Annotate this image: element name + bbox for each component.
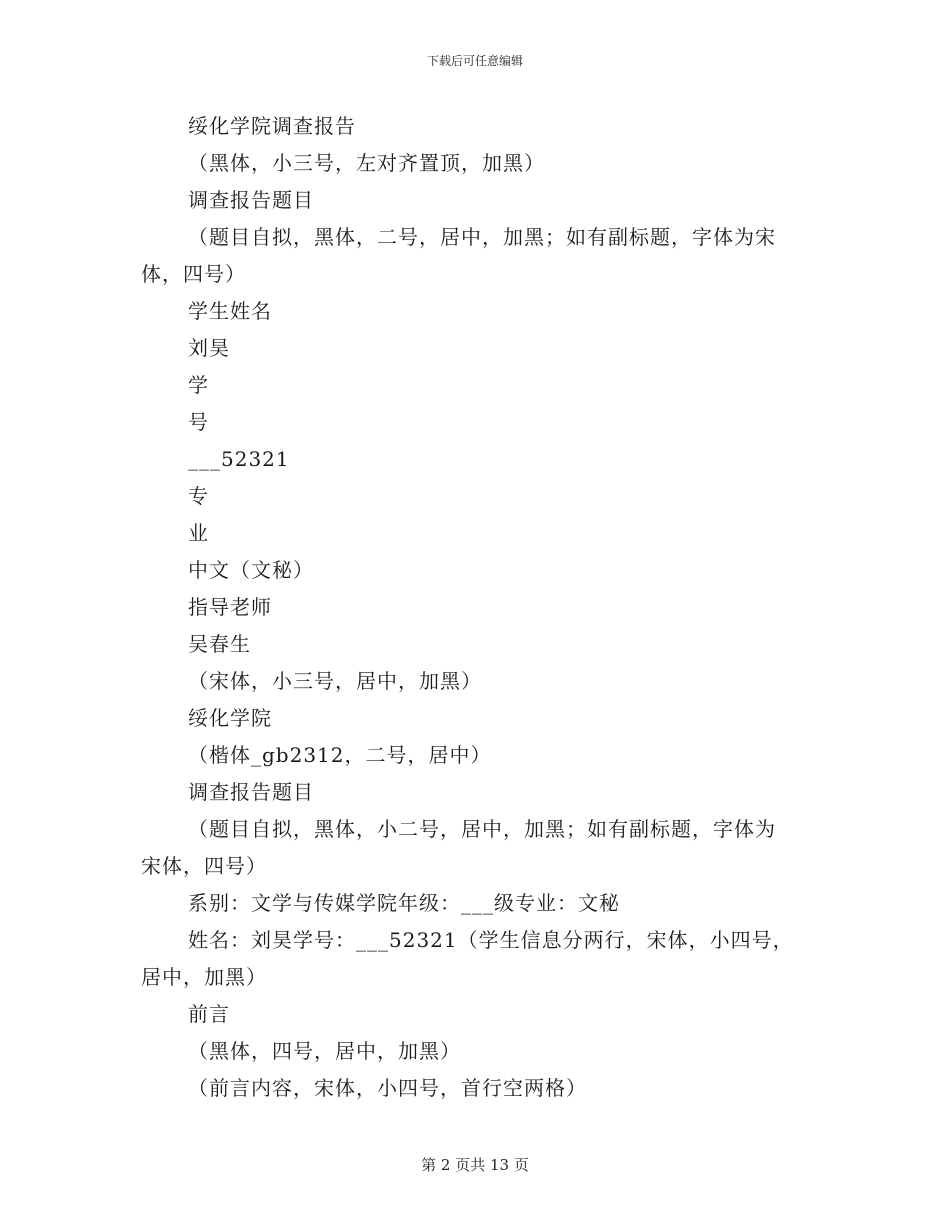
format-note-continued: 宋体，四号）: [141, 854, 267, 878]
school-name: 绥化学院: [188, 706, 272, 730]
format-note: （题目自拟，黑体，二号，居中，加黑；如有副标题，字体为宋: [188, 225, 776, 249]
format-note: （前言内容，宋体，小四号，首行空两格）: [188, 1076, 587, 1100]
major-label-part1: 专: [188, 484, 209, 508]
student-info: 姓名：刘昊学号：___52321（学生信息分两行，宋体，小四号，: [188, 928, 794, 952]
student-id-label-part1: 学: [188, 373, 209, 397]
page-header: 下载后可任意编辑: [426, 54, 523, 68]
student-name-value: 刘昊: [188, 336, 230, 360]
student-name-label: 学生姓名: [188, 299, 272, 323]
format-note: （题目自拟，黑体，小二号，居中，加黑；如有副标题，字体为: [188, 817, 776, 841]
preface-heading: 前言: [188, 1002, 230, 1026]
student-info-continued: 居中，加黑）: [141, 965, 267, 989]
format-note-continued: 体，四号）: [141, 262, 246, 286]
report-title-placeholder: 调查报告题目: [188, 188, 314, 212]
department-info: 系别：文学与传媒学院年级：___级专业：文秘: [188, 891, 620, 915]
student-id-label-part2: 号: [188, 410, 209, 434]
format-note: （宋体，小三号，居中，加黑）: [188, 669, 482, 693]
school-report-heading: 绥化学院调查报告: [188, 114, 356, 138]
advisor-label: 指导老师: [188, 595, 272, 619]
page-number: 第 2 页共 13 页: [421, 1156, 529, 1174]
major-value: 中文（文秘）: [188, 558, 314, 582]
major-label-part2: 业: [188, 521, 209, 545]
format-note: （黑体，四号，居中，加黑）: [188, 1039, 461, 1063]
format-note: （黑体，小三号，左对齐置顶，加黑）: [188, 151, 545, 175]
advisor-value: 吴春生: [188, 632, 251, 656]
report-title-placeholder: 调查报告题目: [188, 780, 314, 804]
format-note: （楷体_gb2312，二号，居中）: [188, 743, 492, 767]
student-id-value: ___52321: [188, 447, 290, 471]
